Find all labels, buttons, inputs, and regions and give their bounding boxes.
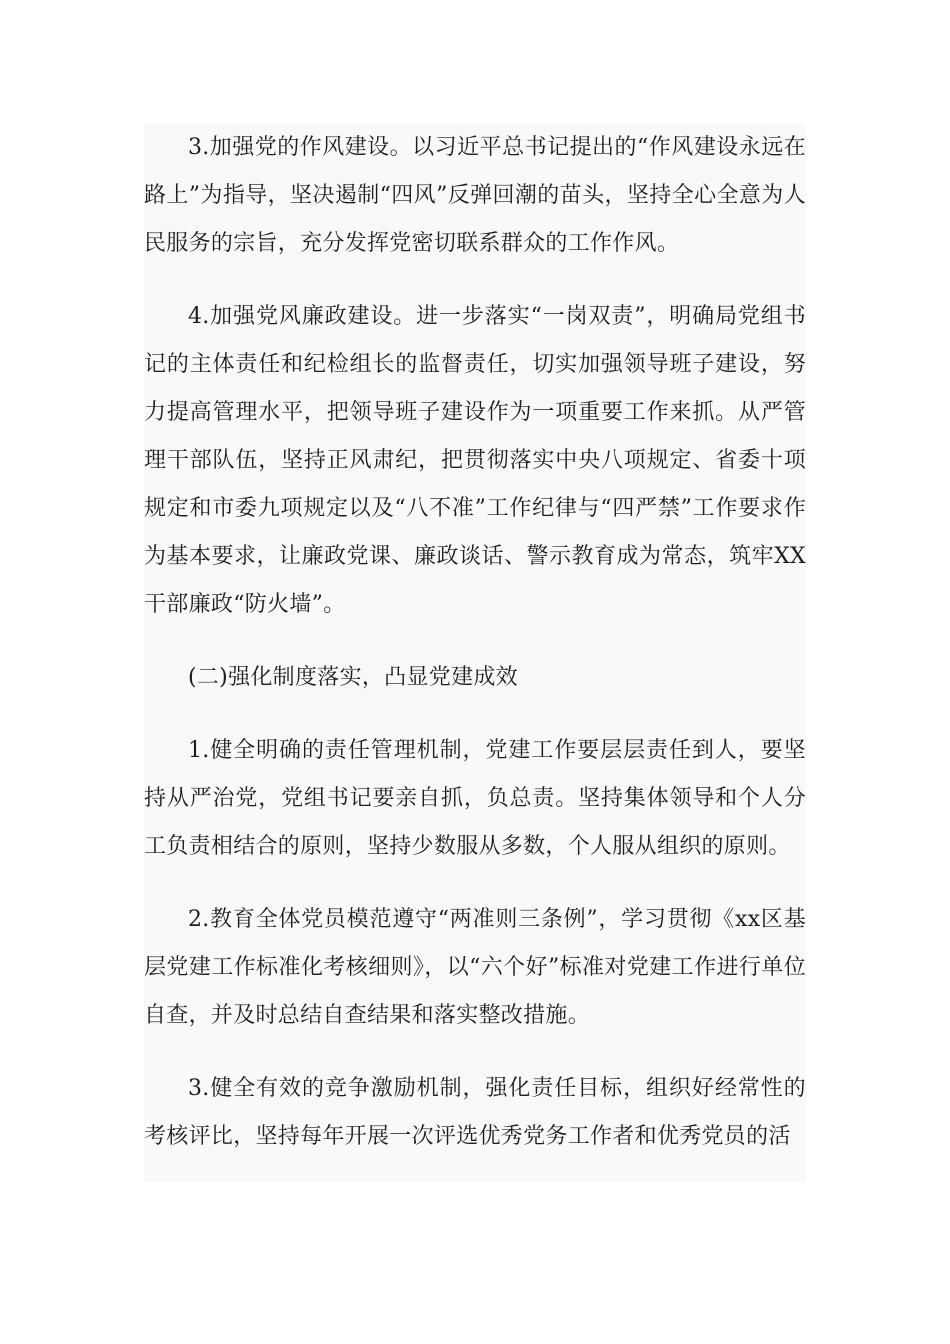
paragraph-clean-government: 4.加强党风廉政建设。进一步落实“一岗双责”，明确局党组书记的主体责任和纪检组长的监督责任，切实加强领导班子建设，努力提高管理水平，把领导班子建设作为一项重要工作来抓。从严管理干部队伍，坚持正风肃纪，把贯彻落实中央八项规定、省委十项规定和市委九项规定以及“八不准”工作纪律与“四严禁”工作要求作为基本要求，让廉政党课、廉政谈话、警示教育成为常态，筑牢XX干部廉政“防火墙”。 (144, 304, 806, 617)
paragraph-party-member-education: 2.教育全体党员模范遵守“两准则三条例”，学习贯彻《xx区基层党建工作标准化考核细则》，以“六个好”标准对党建工作进行单位自查，并及时总结自查结果和落实整改措施。 (144, 907, 806, 1028)
document-body (144, 124, 806, 1182)
text-clip-region (144, 124, 806, 1182)
paragraph-style-building: 3.加强党的作风建设。以习近平总书记提出的“作风建设永远在路上”为指导，坚决遏制“四风”反弹回潮的苗头，坚持全心全意为人民服务的宗旨，充分发挥党密切联系群众的工作作风。 (144, 135, 806, 256)
section-heading-system-implementation: (二)强化制度落实，凸显党建成效 (188, 665, 518, 690)
paragraph-responsibility-mechanism: 1.健全明确的责任管理机制，党建工作要层层责任到人，要坚持从严治党，党组书记要亲自抓，负总责。坚持集体领导和个人分工负责相结合的原则，坚持少数服从多数，个人服从组织的原则。 (144, 738, 806, 859)
paragraph-incentive-mechanism: 3.健全有效的竞争激励机制，强化责任目标，组织好经常性的考核评比，坚持每年开展一次评选优秀党务工作者和优秀党员的活 (144, 1076, 806, 1149)
